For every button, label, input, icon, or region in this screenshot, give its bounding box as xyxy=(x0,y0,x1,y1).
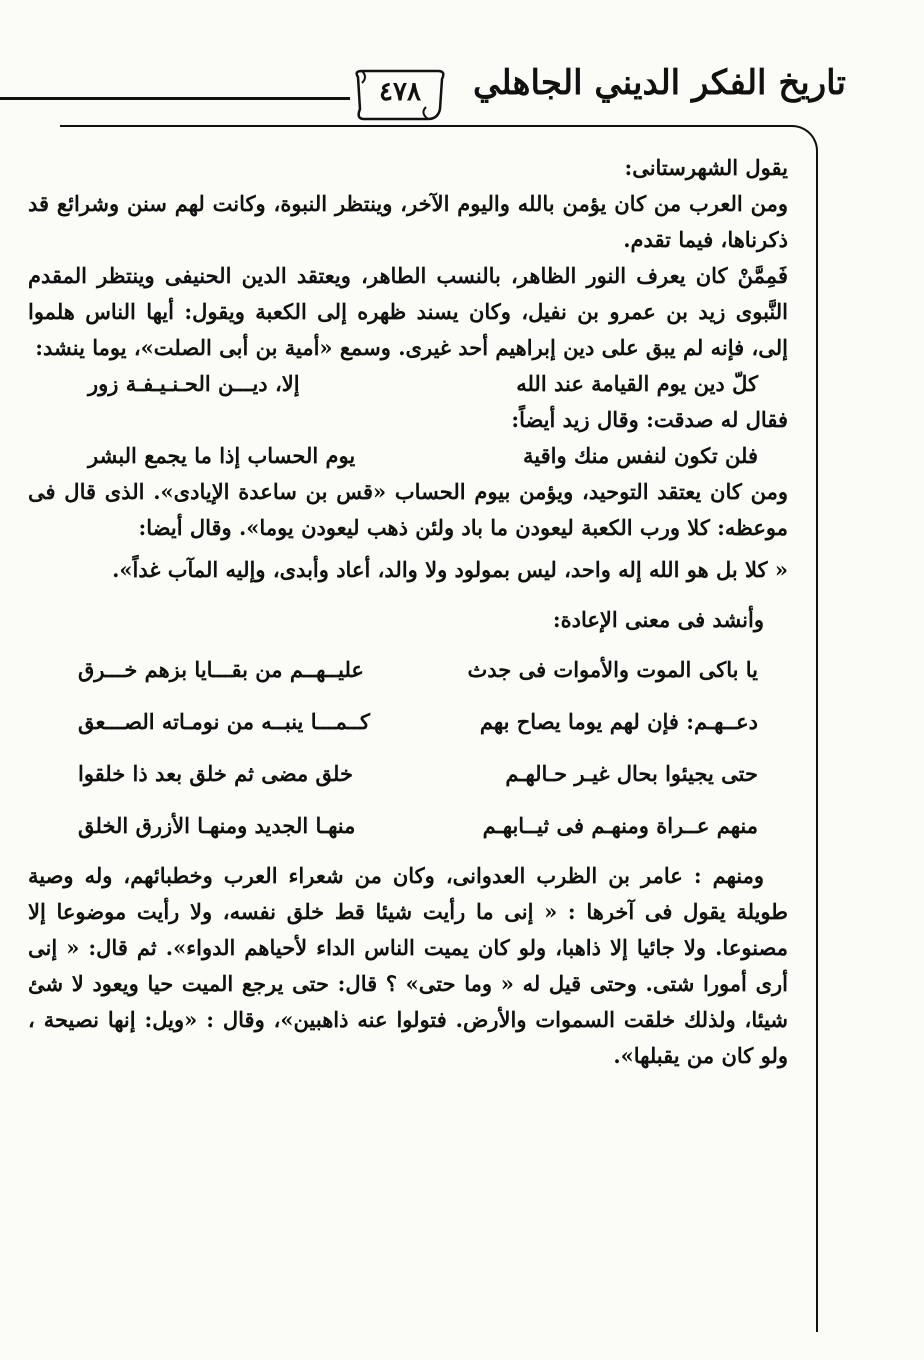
header-rule xyxy=(0,97,350,100)
verse-second-hemistich: إلا، ديـــن الحـنـيـفـة زور xyxy=(88,371,300,396)
verse-second-hemistich: كــمـــا ينبــه من نومـاته الصـــعق xyxy=(78,709,371,734)
verse-second-hemistich: خلق مضى ثم خلق بعد ذا خلقوا xyxy=(78,761,353,786)
paragraph: ومنهم : عامر بن الظرب العدوانى، وكان من شعراء العرب وخطبائهم، وله وصية طويلة يقول فى آخرها : « إنى ما رأيت شيئا قط خلق نفسه، ولا رأيت موضوعا إلا مصنوعا. ولا جائيا إلا ذاهبا، ولو كان يميت الناس الداء لأحياهم الدواء». ثم قال: « إنى أرى أمورا شتى. وحتى قيل له « وما حتى» ؟ قال: حتى يرجع الميت حيا ويعود لا شئ شيئا، ولذلك خلقت السموات والأرض. فتولوا عنه ذاهبين»، وقال : «ويل: إنها نصيحة ، ولو كان من يقبلها». xyxy=(28,863,788,1068)
verse-line xyxy=(28,644,788,696)
verse-line xyxy=(28,800,788,852)
verse-first-hemistich: دعــهـم: فإن لهم يوما يصاح بهم xyxy=(479,709,758,734)
verse-first-hemistich: فلن تكون لنفس منك واقية xyxy=(523,443,758,468)
quote-paragraph: « كلا بل هو الله إله واحد، ليس بمولود ولا والد، أعاد وأبدى، وإليه المآب غداً». xyxy=(112,557,788,582)
paragraph: فقال له صدقت: وقال زيد أيضاً: xyxy=(511,407,788,432)
poem xyxy=(28,644,788,852)
paragraph: فَمِمَّنْ كان يعرف النور الظاهر، بالنسب الطاهر، ويعتقد الدين الحنيفى وينتظر المقدم النَّبوى زيد بن عمرو بن نفيل، وكان يسند ظهره إلى الكعبة ويقول: أيها الناس هلموا إلى، فإنه لم يبق على دين إبراهيم أحد غيرى. وسمع «أمية بن أبى الصلت»، يوما ينشد: xyxy=(28,263,788,360)
paragraph: ومن العرب من كان يؤمن بالله واليوم الآخر، وينتظر النبوة، وكانت لهم سنن وشرائع قد ذكرناها، فيما تقدم. xyxy=(28,191,788,252)
page-header xyxy=(0,55,924,135)
verse-line xyxy=(28,696,788,748)
verse-first-hemistich: حتى يجيئوا بحال غيـر حـالهـم xyxy=(505,761,758,786)
paragraph: ومن كان يعتقد التوحيد، ويؤمن بيوم الحساب «قس بن ساعدة الإيادى». الذى قال فى موعظه: كلا ورب الكعبة ليعودن ما باد ولئن ذهب ليعودن يوما». وقال أيضا: xyxy=(28,479,788,540)
verse-line xyxy=(28,438,788,474)
verse-first-hemistich: منهم عــراة ومنهـم فى ثيــابهـم xyxy=(482,813,758,838)
page-number: ٤٧٨ xyxy=(379,77,421,107)
verse-line xyxy=(28,748,788,800)
page-body xyxy=(28,150,788,1330)
verse-line xyxy=(28,366,788,402)
paragraph: يقول الشهرستانى: xyxy=(624,155,788,180)
paragraph: وأنشد فى معنى الإعادة: xyxy=(552,607,764,632)
verse-first-hemistich: كلّ دين يوم القيامة عند الله xyxy=(516,371,758,396)
verse-first-hemistich: يا باكى الموت والأموات فى جدث xyxy=(467,657,758,682)
verse-second-hemistich: عليــهــم من بقـــايا بزهم خـــرق xyxy=(78,657,364,682)
running-title: تاريخ الفكر الديني الجاهلي xyxy=(472,63,846,103)
verse-second-hemistich: يوم الحساب إذا ما يجمع البشر xyxy=(88,443,356,468)
verse-second-hemistich: منهـا الجديد ومنهـا الأزرق الخلق xyxy=(78,813,356,838)
